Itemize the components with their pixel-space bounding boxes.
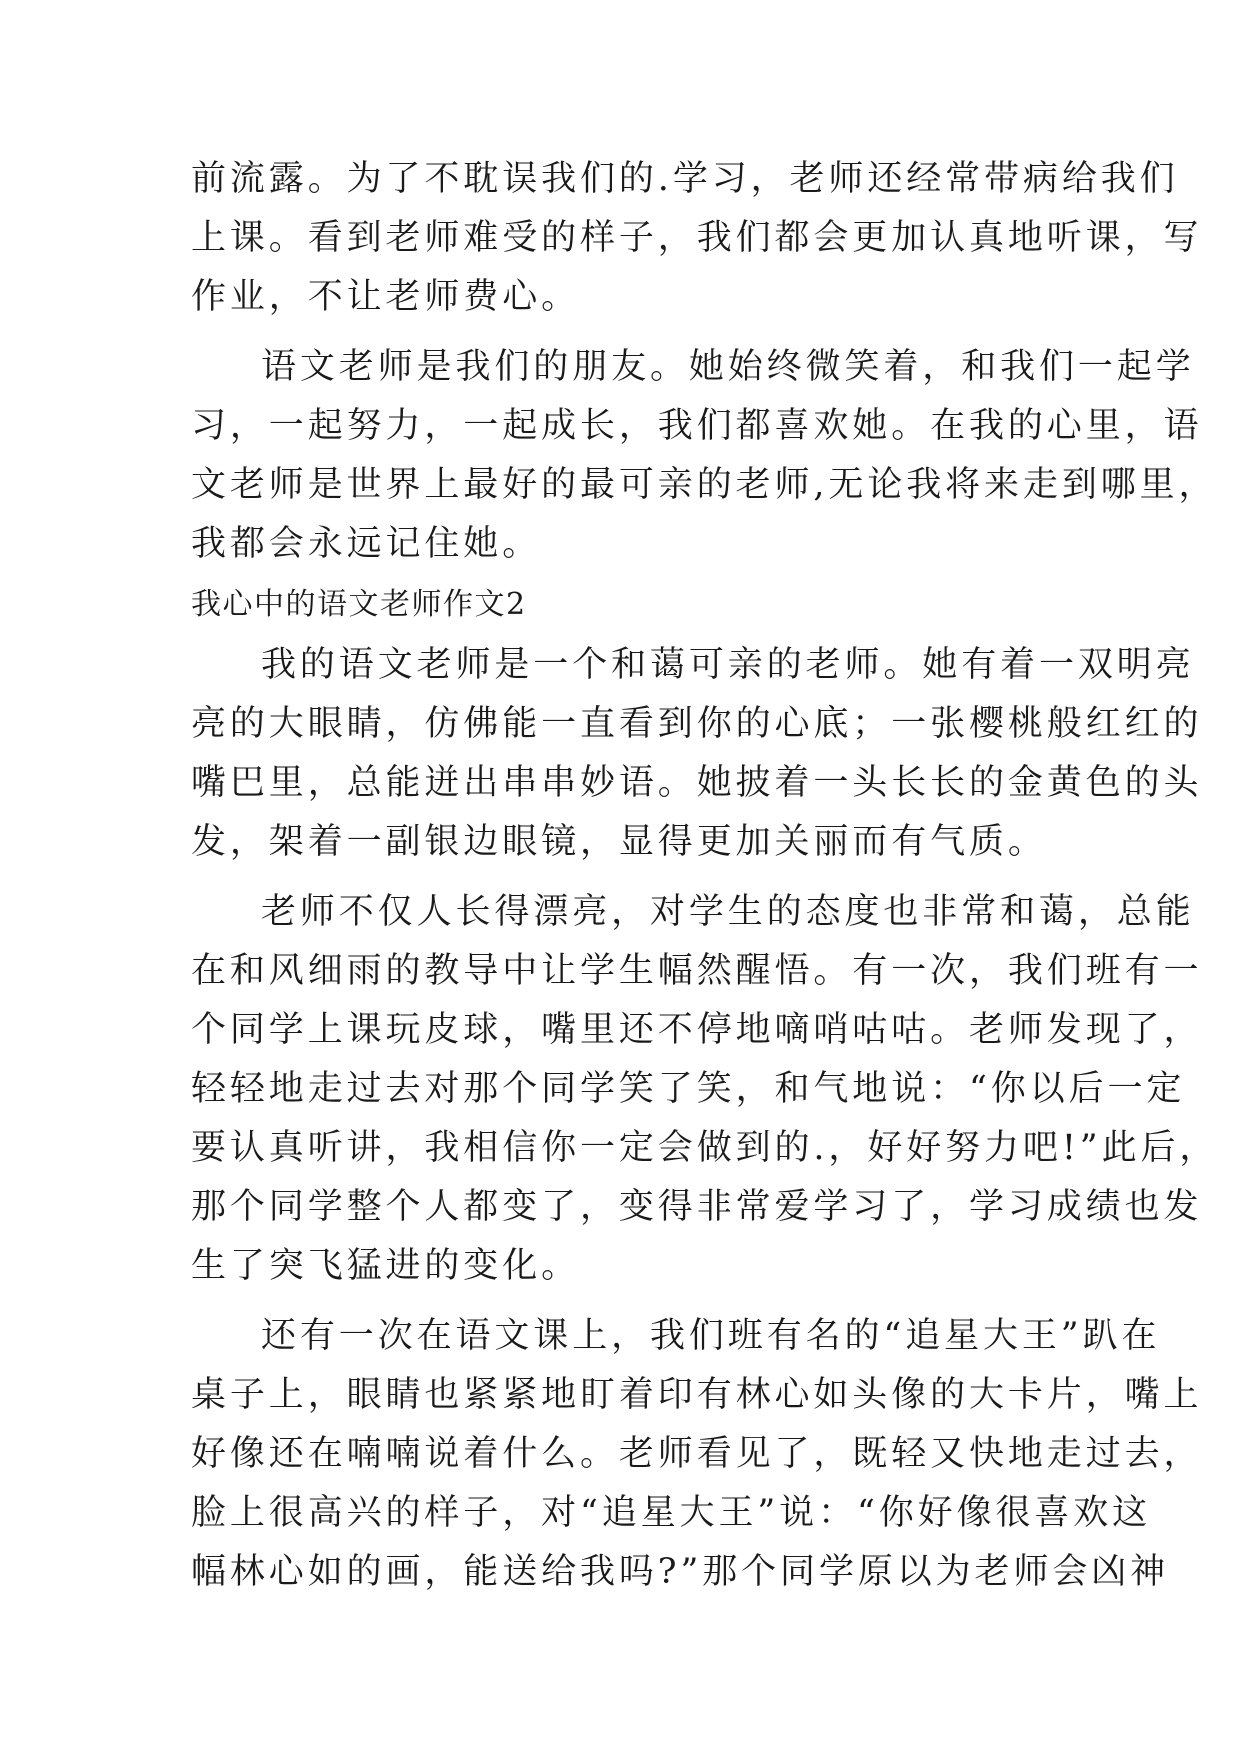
text-line: 上课。看到老师难受的样子，我们都会更加认真地听课，写 xyxy=(191,218,1203,258)
text-line: 在和风细雨的教导中让学生幅然醒悟。有一次，我们班有一 xyxy=(191,951,1203,991)
text-line: 幅林心如的画，能送给我吗?”那个同学原以为老师会凶神 xyxy=(191,1552,1170,1592)
text-line: 还有一次在语文课上，我们班有名的“追星大王”趴在 xyxy=(261,1316,1161,1356)
text-line: 我的语文老师是一个和蔼可亲的老师。她有着一双明亮 xyxy=(261,645,1195,685)
text-line: 个同学上课玩皮球，嘴里还不停地嘀哨咕咕。老师发现了， xyxy=(191,1010,1203,1050)
text-line: 作业，不让老师费心。 xyxy=(191,277,581,317)
text-line: 桌子上，眼睛也紧紧地盯着印有林心如头像的大卡片，嘴上 xyxy=(191,1375,1203,1415)
text-line: 语文老师是我们的朋友。她始终微笑着，和我们一起学 xyxy=(261,347,1195,387)
text-line: 生了突飞猛进的变化。 xyxy=(191,1246,581,1286)
text-line: 那个同学整个人都变了，变得非常爱学习了，学习成绩也发 xyxy=(191,1187,1203,1227)
text-line: 发，架着一副银边眼镜，显得更加关丽而有气质。 xyxy=(191,822,1047,862)
section-title: 我心中的语文老师作文2 xyxy=(191,587,527,622)
text-line: 亮的大眼睛，仿佛能一直看到你的心底；一张樱桃般红红的 xyxy=(191,704,1203,744)
document-page xyxy=(191,150,1219,1602)
text-line: 轻轻地走过去对那个同学笑了笑，和气地说：“你以后一定 xyxy=(191,1069,1186,1109)
text-line: 前流露。为了不耽误我们的.学习，老师还经常带病给我们 xyxy=(191,159,1179,199)
text-line: 老师不仅人长得漂亮，对学生的态度也非常和蔼，总能 xyxy=(261,892,1195,932)
paragraph-3 xyxy=(191,636,1203,872)
text-line: 文老师是世界上最好的最可亲的老师,无论我将来走到哪里， xyxy=(191,465,1218,505)
text-line: 要认真听讲，我相信你一定会做到的.，好好努力吧!”此后， xyxy=(191,1128,1219,1168)
paragraph-5 xyxy=(191,1307,1203,1602)
text-line: 我都会永远记住她。 xyxy=(191,524,542,564)
text-line: 习，一起努力，一起成长，我们都喜欢她。在我的心里，语 xyxy=(191,406,1203,446)
text-line: 嘴巴里，总能迸出串串妙语。她披着一头长长的金黄色的头 xyxy=(191,763,1203,803)
text-line: 脸上很高兴的样子，对“追星大王”说：“你好像很喜欢这 xyxy=(191,1493,1152,1533)
paragraph-1 xyxy=(191,150,1203,327)
text-line: 好像还在喃喃说着什么。老师看见了，既轻又快地走过去， xyxy=(191,1434,1203,1474)
paragraph-2 xyxy=(191,338,1218,574)
paragraph-4 xyxy=(191,883,1219,1296)
